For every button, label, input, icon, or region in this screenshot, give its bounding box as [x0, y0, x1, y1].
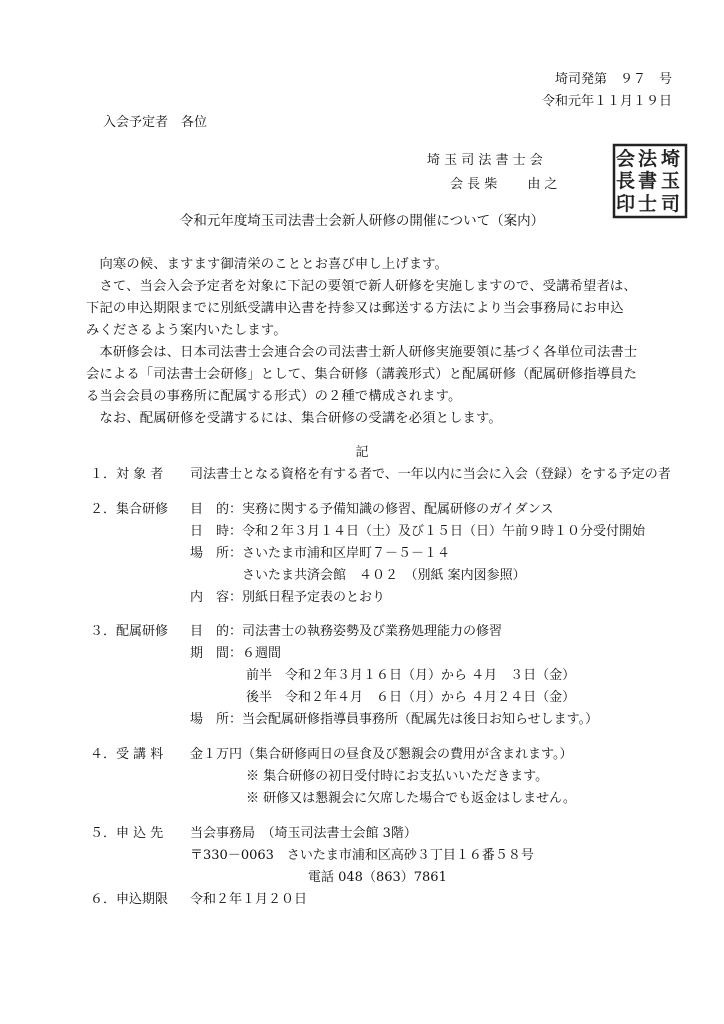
item-2-place: 場 所：さいたま市浦和区岸町７－５－１４	[190, 546, 451, 561]
item-5-label: ５．申 込 先	[90, 826, 164, 841]
item-2-place-detail: さいたま共済会館 ４０２ （別紙 案内図参照）	[190, 568, 526, 583]
svg-text:法: 法	[638, 148, 658, 170]
item-3-purpose: 目 的：司法書士の執務姿勢及び業務処理能力の修習	[190, 624, 503, 639]
body-line-1: 向寒の候、ますます御清栄のこととお喜び申し上げます。	[86, 257, 449, 272]
item-4-fee: 金１万円（集合研修両日の昼食及び懇親会の費用が含まれます。）	[190, 747, 573, 762]
seal-image	[612, 143, 688, 219]
svg-text:埼: 埼	[661, 148, 681, 170]
svg-text:玉: 玉	[661, 170, 681, 192]
item-6-label: ６．申込期限	[90, 892, 169, 907]
document-title: 令和元年度埼玉司法書士会新人研修の開催について（案内）	[179, 213, 545, 229]
document-date: 令和元年１１月１９日	[541, 94, 672, 109]
svg-text:長: 長	[616, 170, 636, 192]
svg-text:印: 印	[616, 193, 636, 215]
body-line-7: る当会会員の事務所に配属する形式）の２種で構成されます。	[86, 389, 462, 404]
item-1-label: １．対 象 者	[90, 467, 164, 482]
body-line-5: 本研修会は、日本司法書士会連合会の司法書士新人研修実施要領に基づく各単位司法書士	[86, 345, 638, 360]
svg-text:会: 会	[616, 148, 636, 170]
body-line-6: 会による「司法書士会研修」として、集合研修（講義形式）と配属研修（配属研修指導員た	[86, 367, 638, 382]
body-line-2: さて、当会入会予定者を対象に下記の要領で新人研修を実施しますので、受講希望者は、	[86, 279, 637, 294]
item-3-place: 場 所：当会配属研修指導員事務所（配属先は後日お知らせします。）	[190, 712, 599, 727]
body-line-3: 下記の申込期限までに別紙受講申込書を持参又は郵送する方法により当会事務局にお申込	[86, 301, 624, 316]
item-2-content: 内 容：別紙日程予定表のとおり	[190, 590, 386, 605]
item-4-note-1: ※ 集合研修の初日受付時にお支払いいただきます。	[246, 769, 549, 784]
svg-text:士: 士	[638, 193, 658, 215]
item-2-purpose: 目 的：実務に関する予備知識の修習、配属研修のガイダンス	[190, 502, 554, 517]
body-line-4: みくださるよう案内いたします。	[86, 323, 287, 338]
item-3-first-half: 前半 令和２年３月１６日（月）から ４月 ３日（金）	[246, 668, 576, 683]
svg-text:司: 司	[661, 193, 681, 215]
item-3-second-half: 後半 令和２年４月 ６日（月）から ４月２４日（金）	[246, 690, 576, 705]
item-4-label: ４．受 講 料	[90, 747, 164, 762]
item-3-label: ３．配属研修	[90, 624, 169, 639]
sender-organization: 埼 玉 司 法 書 士 会	[427, 153, 543, 168]
item-5-address: 〒330－0063 さいたま市浦和区高砂３丁目１６番５８号	[190, 848, 534, 863]
item-5-office: 当会事務局 （埼玉司法書士会館 3階）	[190, 826, 417, 841]
svg-text:書: 書	[638, 170, 658, 192]
item-3-period: 期 間：６週間	[190, 646, 282, 661]
item-5-phone: 電話 048（863）7861	[308, 870, 447, 885]
ki-heading: 記	[355, 445, 369, 460]
item-6-deadline: 令和２年１月２０日	[190, 892, 308, 907]
body-line-8: なお、配属研修を受講するには、集合研修の受講を必須とします。	[86, 411, 502, 426]
sender-name: 会 長 柴 由 之	[450, 177, 558, 192]
item-1-text: 司法書士となる資格を有する者で、一年以内に当会に入会（登録）をする予定の者	[190, 467, 671, 482]
addressee: 入会予定者 各位	[103, 115, 208, 130]
item-2-label: ２．集合研修	[90, 502, 169, 517]
item-4-note-2: ※ 研修又は懇親会に欠席した場合でも返金はしません。	[246, 791, 576, 806]
document-number: 埼司発第 ９７ 号	[554, 72, 672, 87]
official-seal-stamp	[612, 143, 688, 219]
item-2-datetime: 日 時：令和２年３月１４日（土）及び１５日（日）午前９時１０分受付開始	[190, 524, 646, 539]
